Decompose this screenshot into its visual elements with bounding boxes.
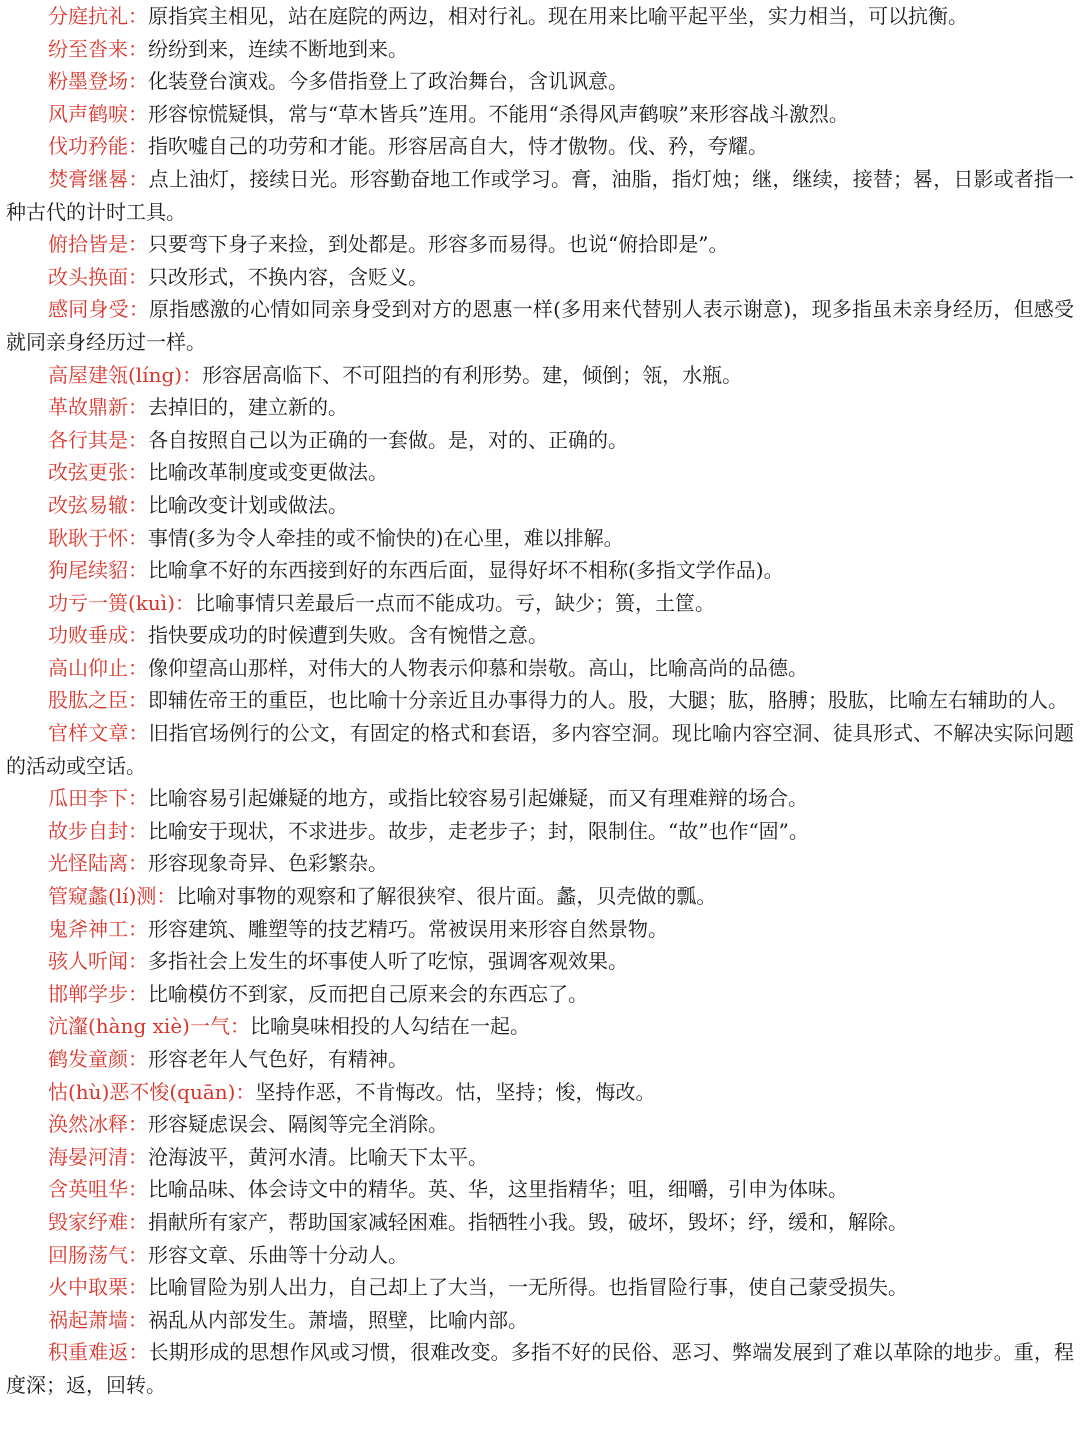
idiom-entry (6, 130, 1074, 163)
idiom-term: 革故鼎新： (48, 395, 148, 420)
idiom-term: 伐功矜能： (48, 134, 148, 159)
idiom-definition: 比喻改变计划或做法。 (148, 492, 348, 517)
idiom-definition: 比喻冒险为别人出力，自己却上了大当，一无所得。也指冒险行事，使自己蒙受损失。 (148, 1275, 908, 1300)
idiom-definition: 原指感激的心情如同亲身受到对方的恩惠一样(多用来代替别人表示谢意)，现多指虽未亲身经历，但感受就同亲身经历过一样。 (6, 297, 1075, 354)
idiom-definition: 即辅佐帝王的重臣，也比喻十分亲近且办事得力的人。股，大腿；肱，胳膊；股肱，比喻左右辅助的人。 (148, 688, 1068, 713)
idiom-term: 含英咀华： (48, 1177, 148, 1202)
idiom-definition: 比喻改革制度或变更做法。 (148, 460, 388, 485)
idiom-definition: 比喻对事物的观察和了解很狭窄、很片面。蠡，贝壳做的瓢。 (176, 884, 717, 909)
idiom-entry (6, 1173, 1074, 1206)
idiom-entry (6, 424, 1074, 457)
idiom-term: 鹤发童颜： (48, 1047, 148, 1071)
idiom-entry (6, 913, 1074, 946)
idiom-definition: 比喻模仿不到家，反而把自己原来会的东西忘了。 (148, 981, 588, 1006)
idiom-term: 股肱之臣： (48, 688, 148, 713)
idiom-entry (6, 1239, 1074, 1272)
idiom-definition: 纷纷到来，连续不断地到来。 (148, 36, 408, 61)
idiom-term: 故步自封： (48, 818, 148, 843)
idiom-definition: 祸乱从内部发生。萧墙，照壁，比喻内部。 (148, 1307, 528, 1332)
idiom-term: 改弦易辙： (48, 492, 148, 517)
idiom-entry (6, 652, 1074, 685)
idiom-definition: 形容文章、乐曲等十分动人。 (148, 1242, 408, 1267)
idiom-term: 瓜田李下： (48, 786, 148, 811)
idiom-term: 祸起萧墙： (48, 1307, 148, 1332)
idiom-term: 官样文章： (48, 721, 149, 746)
idiom-entry (6, 1304, 1074, 1337)
idiom-entry (6, 880, 1074, 913)
idiom-definition: 比喻安于现状，不求进步。故步，走老步子；封，限制住。“故”也作“固”。 (148, 818, 809, 843)
idiom-definition: 形容疑虑误会、隔阂等完全消除。 (148, 1112, 448, 1137)
idiom-term: 狗尾续貂： (48, 558, 148, 583)
idiom-entry (6, 98, 1074, 131)
idiom-term: 管窥蠡(lí)测： (48, 884, 177, 909)
idiom-term: 海晏河清： (48, 1144, 148, 1169)
idiom-term: 各行其是： (48, 427, 148, 452)
idiom-entry (6, 359, 1074, 392)
idiom-entry (6, 554, 1074, 587)
idiom-definition: 形容建筑、雕塑等的技艺精巧。常被误用来形容自然景物。 (148, 916, 668, 941)
idiom-term: 风声鹤唳： (48, 101, 148, 126)
idiom-definition: 指快要成功的时候遭到失败。含有惋惜之意。 (148, 623, 548, 648)
idiom-term: 沆瀣(hàng xiè)一气： (48, 1014, 250, 1039)
idiom-definition: 形容现象奇异、色彩繁杂。 (148, 851, 388, 876)
idiom-definition: 指吹嘘自己的功劳和才能。形容居高自大，恃才傲物。伐、矜，夸耀。 (148, 134, 768, 159)
idiom-entry (6, 33, 1074, 66)
idiom-term: 高山仰止： (48, 655, 148, 680)
idiom-definition: 事情(多为令人牵挂的或不愉快的)在心里，难以排解。 (148, 525, 624, 550)
idiom-term: 怙(hù)恶不悛(quān)： (48, 1079, 256, 1104)
idiom-term: 改弦更张： (48, 460, 148, 485)
idiom-definition: 长期形成的思想作风或习惯，很难改变。多指不好的民俗、恶习、弊端发展到了难以革除的地步。重，程度深；返，回转。 (6, 1340, 1075, 1397)
idiom-entry (6, 163, 1074, 228)
idiom-term: 功败垂成： (48, 623, 148, 648)
idiom-entry (6, 587, 1074, 620)
idiom-definition: 点上油灯，接续日光。形容勤奋地工作或学习。膏，油脂，指灯烛；继，继续，接替；晷，日影或者指一种古代的计时工具。 (6, 166, 1075, 224)
idiom-definition: 形容老年人气色好，有精神。 (148, 1047, 408, 1071)
idiom-term: 骇人听闻： (48, 949, 148, 974)
idiom-entry (6, 1043, 1074, 1076)
idiom-entry (6, 1010, 1074, 1043)
idiom-term: 涣然冰释： (48, 1112, 148, 1137)
idiom-definition: 比喻事情只差最后一点而不能成功。亏，缺少；篑，土筐。 (195, 590, 716, 615)
idiom-entry (6, 815, 1074, 848)
idiom-entry (6, 522, 1074, 555)
idiom-term: 感同身受： (48, 297, 150, 322)
idiom-entry (6, 717, 1074, 782)
idiom-term: 高屋建瓴(líng)： (48, 362, 203, 387)
idiom-entry (6, 293, 1074, 358)
idiom-definition: 化装登台演戏。今多借指登上了政治舞台，含讥讽意。 (148, 69, 628, 94)
idiom-definition: 旧指官场例行的公文，有固定的格式和套语，多内容空洞。现比喻内容空洞、徒具形式、不解决实际问题的活动或空话。 (6, 721, 1075, 778)
idiom-definition: 只改形式，不换内容，含贬义。 (148, 264, 428, 289)
idiom-entry (6, 619, 1074, 652)
idiom-definition: 沧海波平，黄河水清。比喻天下太平。 (148, 1144, 488, 1169)
idiom-entry (6, 261, 1074, 294)
idiom-definition: 捐献所有家产，帮助国家减轻困难。指牺牲小我。毁，破坏，毁坏；纾，缓和，解除。 (148, 1209, 908, 1234)
idiom-definition: 比喻容易引起嫌疑的地方，或指比较容易引起嫌疑，而又有理难辩的场合。 (148, 786, 808, 811)
idiom-entry (6, 1271, 1074, 1304)
idiom-definition: 比喻品味、体会诗文中的精华。英、华，这里指精华；咀，细嚼，引申为体味。 (148, 1177, 848, 1202)
idiom-entry (6, 0, 1074, 33)
idiom-entry (6, 1206, 1074, 1239)
idiom-entry (6, 391, 1074, 424)
idiom-entry (6, 1076, 1074, 1109)
idiom-term: 鬼斧神工： (48, 916, 148, 941)
idiom-definition: 比喻拿不好的东西接到好的东西后面，显得好坏不相称(多指文学作品)。 (148, 558, 784, 583)
idiom-entry (6, 456, 1074, 489)
idiom-definition: 原指宾主相见，站在庭院的两边，相对行礼。现在用来比喻平起平坐，实力相当，可以抗衡。 (148, 4, 968, 28)
idiom-term: 俯拾皆是： (48, 232, 148, 257)
idiom-term: 火中取栗： (48, 1275, 148, 1300)
idiom-term: 分庭抗礼： (48, 4, 148, 28)
idiom-term: 焚膏继晷： (48, 166, 149, 191)
idiom-term: 粉墨登场： (48, 69, 148, 94)
idiom-definition: 比喻臭味相投的人勾结在一起。 (249, 1014, 530, 1039)
idiom-entry (6, 782, 1074, 815)
idiom-definition: 去掉旧的，建立新的。 (148, 395, 348, 420)
idiom-entry (6, 65, 1074, 98)
idiom-term: 毁家纾难： (48, 1209, 148, 1234)
idiom-entry (6, 847, 1074, 880)
idiom-term: 光怪陆离： (48, 851, 148, 876)
idiom-entry (6, 945, 1074, 978)
idiom-definition: 只要弯下身子来捡，到处都是。形容多而易得。也说“俯拾即是”。 (148, 232, 729, 257)
idiom-entry (6, 228, 1074, 261)
idiom-term: 邯郸学步： (48, 981, 148, 1006)
idiom-definition: 多指社会上发生的坏事使人听了吃惊，强调客观效果。 (148, 949, 628, 974)
idiom-definition: 形容居高临下、不可阻挡的有利形势。建，倾倒；瓴，水瓶。 (202, 362, 743, 387)
idiom-term: 回肠荡气： (48, 1242, 148, 1267)
idiom-entry (6, 1336, 1074, 1401)
idiom-definition: 像仰望高山那样，对伟大的人物表示仰慕和崇敬。高山，比喻高尚的品德。 (148, 655, 808, 680)
idiom-entry (6, 1108, 1074, 1141)
idiom-definition: 坚持作恶，不肯悔改。怙，坚持；悛，悔改。 (255, 1079, 656, 1104)
idiom-entry (6, 1141, 1074, 1174)
idiom-definition: 形容惊慌疑惧，常与“草木皆兵”连用。不能用“杀得风声鹤唳”来形容战斗激烈。 (148, 101, 849, 126)
idiom-term: 积重难返： (48, 1340, 149, 1365)
idiom-term: 功亏一篑(kuì)： (48, 590, 196, 615)
idiom-term: 耿耿于怀： (48, 525, 148, 550)
idiom-entry (6, 978, 1074, 1011)
idiom-term: 纷至沓来： (48, 36, 148, 61)
idiom-term: 改头换面： (48, 264, 148, 289)
idiom-entry (6, 684, 1074, 717)
idiom-entry (6, 489, 1074, 522)
idiom-definition: 各自按照自己以为正确的一套做。是，对的、正确的。 (148, 427, 628, 452)
